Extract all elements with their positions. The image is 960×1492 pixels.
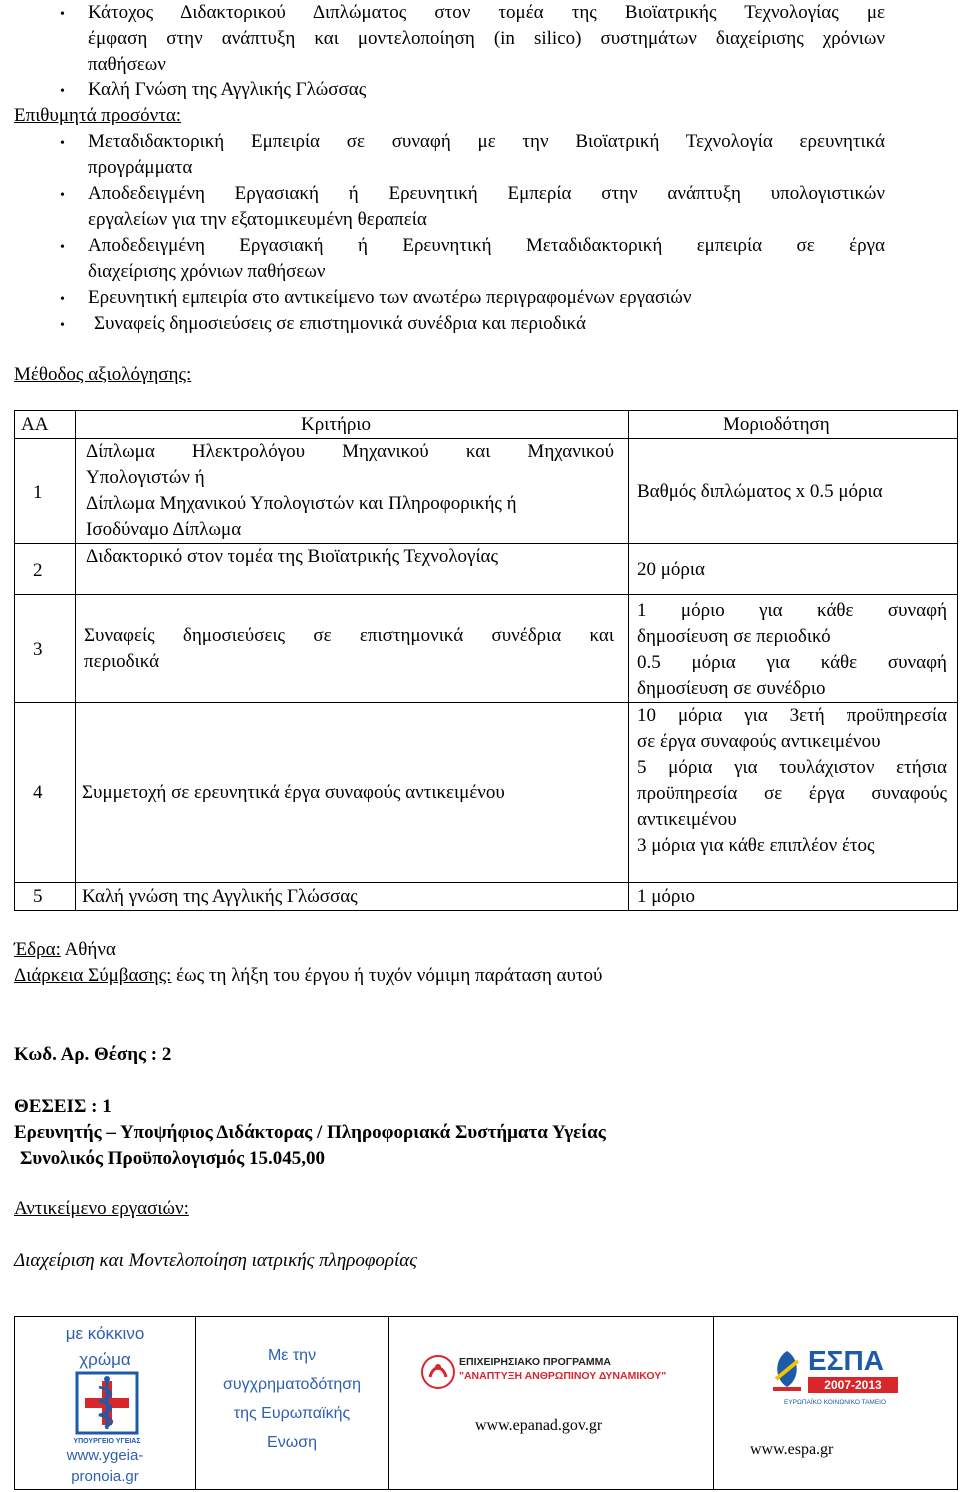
duration-value: έως τη λήξη του έργου ή τυχόν νόμιμη παράταση αυτού [171, 965, 603, 986]
footer-cell-cofunding [195, 1316, 389, 1490]
bullet: • [60, 136, 65, 151]
criterion-line: περιοδικά [84, 651, 160, 672]
bullet: • [60, 188, 65, 203]
score-line: 20 μόρια [637, 559, 705, 580]
criterion-line: Δίπλωμα Ηλεκτρολόγου Μηχανικού και Μηχανικού [86, 441, 614, 462]
row-number: 2 [33, 560, 43, 581]
criterion-line: Ισοδύναμο Δίπλωμα [86, 519, 242, 540]
bullet: • [60, 292, 65, 307]
row3-criterion-cell [75, 594, 629, 703]
header-cell-aa [14, 410, 76, 439]
desirable-line: Μεταδιδακτορική Εμπειρία σε συναφή με την Βιοϊατρική Τεχνολογία ερευνητικά [88, 131, 885, 152]
header-criterion: Κριτήριο [301, 414, 371, 435]
row-number: 4 [33, 782, 43, 803]
position-count: ΘΕΣΕΙΣ : 1 [14, 1096, 112, 1117]
desirable-line: Συναφείς δημοσιεύσεις σε επιστημονικά συνέδρια και περιοδικά [94, 313, 587, 334]
row5-aa-cell [14, 882, 76, 911]
requirement-line: έμφαση στην ανάπτυξη και μοντελοποίηση (in silico) συστημάτων διαχείρισης χρόνιων [88, 28, 885, 49]
score-line: 0.5 μόρια για κάθε συναφή [637, 652, 947, 673]
score-line: δημοσίευση σε περιοδικό [637, 626, 831, 647]
desirable-line: Αποδεδειγμένη Εργασιακή ή Ερευνητική Μεταδιδακτορική εμπειρία σε έργα [88, 235, 885, 256]
row1-score-cell [628, 438, 958, 544]
score-line: αντικειμένου [637, 809, 737, 830]
row3-aa-cell [14, 594, 76, 703]
espa-logo [768, 1345, 918, 1419]
row-number: 3 [33, 639, 43, 660]
bullet: • [60, 7, 65, 22]
desirable-line: προγράμματα [88, 157, 193, 178]
bullet: • [60, 240, 65, 255]
desirable-line: διαχείρισης χρόνιων παθήσεων [88, 261, 326, 282]
score-line: 1 μόριο [637, 886, 696, 907]
header-aa: ΑΑ [21, 414, 49, 435]
row4-criterion-cell [75, 702, 629, 883]
score-line: 10 μόρια για 3ετή προϋπηρεσία [637, 705, 947, 726]
header-cell-score [628, 410, 958, 439]
position-title: Ερευνητής – Υποψήφιος Διδάκτορας / Πληροφοριακά Συστήματα Υγείας [14, 1122, 606, 1143]
score-line: Βαθμός διπλώματος x 0.5 μόρια [637, 481, 883, 502]
score-line: 1 μόριο για κάθε συναφή [637, 600, 947, 621]
row5-criterion-cell [75, 882, 629, 911]
location-line [14, 937, 116, 963]
row-number: 5 [33, 886, 43, 907]
position-code: Κωδ. Αρ. Θέσης : 2 [14, 1044, 172, 1065]
cofunding-line: της Ευρωπαϊκής [233, 1405, 351, 1422]
footer-cell-espa [713, 1316, 958, 1490]
desirable-heading: Επιθυμητά προσόντα: [14, 105, 182, 126]
score-line: προϋπηρεσία σε έργα συναφούς [637, 783, 947, 804]
object-text: Διαχείριση και Μοντελοποίηση ιατρικής πληροφορίας [14, 1250, 417, 1271]
row1-criterion-cell [75, 438, 629, 544]
score-line: δημοσίευση σε συνέδριο [637, 678, 826, 699]
espa-logo-years: 2007-2013 [808, 1377, 898, 1393]
location-label: Έδρα: [14, 939, 61, 960]
score-line: 3 μόρια για κάθε επιπλέον έτος [637, 835, 875, 856]
requirement-line: Καλή Γνώση της Αγγλικής Γλώσσας [88, 79, 367, 100]
desirable-line: Αποδεδειγμένη Εργασιακή ή Ερευνητική Εμπερία στην ανάπτυξη υπολογιστικών [88, 183, 885, 204]
cofunding-line: Με την [267, 1347, 317, 1364]
score-line: σε έργα συναφούς αντικειμένου [637, 731, 881, 752]
position-budget: Συνολικός Προϋπολογισμός 15.045,00 [20, 1148, 325, 1169]
row3-score-cell [628, 594, 958, 703]
row1-aa-cell [14, 438, 76, 544]
criterion-line: Συναφείς δημοσιεύσεις σε επιστημονικά συνέδρια και [84, 625, 614, 646]
criterion-line: Δίπλωμα Μηχανικού Υπολογιστών και Πληροφορικής ή [86, 493, 517, 514]
row4-score-cell [628, 702, 958, 883]
epanad-url: www.epanad.gov.gr [475, 1417, 603, 1434]
header-score: Μοριοδότηση [723, 414, 830, 435]
ministry-logo [75, 1371, 139, 1447]
cofunding-line: Ενωση [267, 1434, 317, 1451]
header-cell-criterion [75, 410, 629, 439]
criterion-line: Καλή γνώση της Αγγλικής Γλώσσας [82, 886, 358, 907]
score-line: 5 μόρια για τουλάχιστον ετήσια [637, 757, 947, 778]
bullet: • [60, 318, 65, 333]
espa-logo-subtitle: ΕΥΡΩΠΑΪΚΟ ΚΟΙΝΩΝΙΚΟ ΤΑΜΕΙΟ [783, 1399, 887, 1406]
row2-score-cell [628, 543, 958, 595]
criterion-line: Διδακτορικό στον τομέα της Βιοϊατρικής Τεχνολογίας [86, 546, 499, 567]
red-note-line: χρώμα [79, 1350, 131, 1369]
row4-aa-cell [14, 702, 76, 883]
espa-emblem-icon [768, 1349, 806, 1403]
footer-cell-ministry [14, 1316, 196, 1490]
criterion-line: Υπολογιστών ή [86, 467, 205, 488]
ministry-url-line: pronoia.gr [71, 1468, 139, 1485]
epanad-emblem-icon [421, 1355, 455, 1389]
object-heading: Αντικείμενο εργασιών: [14, 1198, 189, 1219]
row5-score-cell [628, 882, 958, 911]
ministry-logo-text: ΥΠΟΥΡΓΕΙΟ ΥΓΕΙΑΣ [73, 1438, 141, 1445]
epanad-logo-line: ΕΠΙΧΕΙΡΗΣΙΑΚΟ ΠΡΟΓΡΑΜΜΑ [459, 1356, 611, 1368]
row2-aa-cell [14, 543, 76, 595]
requirement-line: παθήσεων [88, 54, 166, 75]
requirement-line: Κάτοχος Διδακτορικού Διπλώματος στον τομέα της Βιοϊατρικής Τεχνολογίας με [88, 2, 885, 23]
criterion-line: Συμμετοχή σε ερευνητικά έργα συναφούς αντικειμένου [82, 782, 505, 803]
espa-logo-title: ΕΣΠΑ [808, 1345, 884, 1376]
ministry-url-line: www.ygeia- [66, 1447, 144, 1464]
duration-label: Διάρκεια Σύμβασης: [14, 965, 172, 986]
footer-cell-epanad [388, 1316, 714, 1490]
red-note-line: με κόκκινο [65, 1324, 145, 1343]
evaluation-heading: Μέθοδος αξιολόγησης: [14, 364, 192, 385]
desirable-line: Ερευνητική εμπειρία στο αντικείμενο των ανωτέρω περιγραφομένων εργασιών [88, 287, 692, 308]
duration-line [14, 963, 602, 989]
location-value: Αθήνα [60, 939, 116, 960]
caduceus-icon [75, 1371, 139, 1447]
row-number: 1 [33, 482, 43, 503]
row2-criterion-cell [75, 543, 629, 595]
bullet: • [60, 84, 65, 99]
epanad-logo-line: "ΑΝΑΠΤΥΞΗ ΑΝΘΡΩΠΙΝΟΥ ΔΥΝΑΜΙΚΟΥ" [459, 1370, 667, 1382]
epanad-logo [421, 1353, 681, 1391]
desirable-line: εργαλείων για την εξατομικευμένη θεραπεία [88, 209, 427, 230]
espa-url: www.espa.gr [750, 1441, 834, 1458]
cofunding-line: συγχρηματοδότηση [222, 1376, 362, 1393]
